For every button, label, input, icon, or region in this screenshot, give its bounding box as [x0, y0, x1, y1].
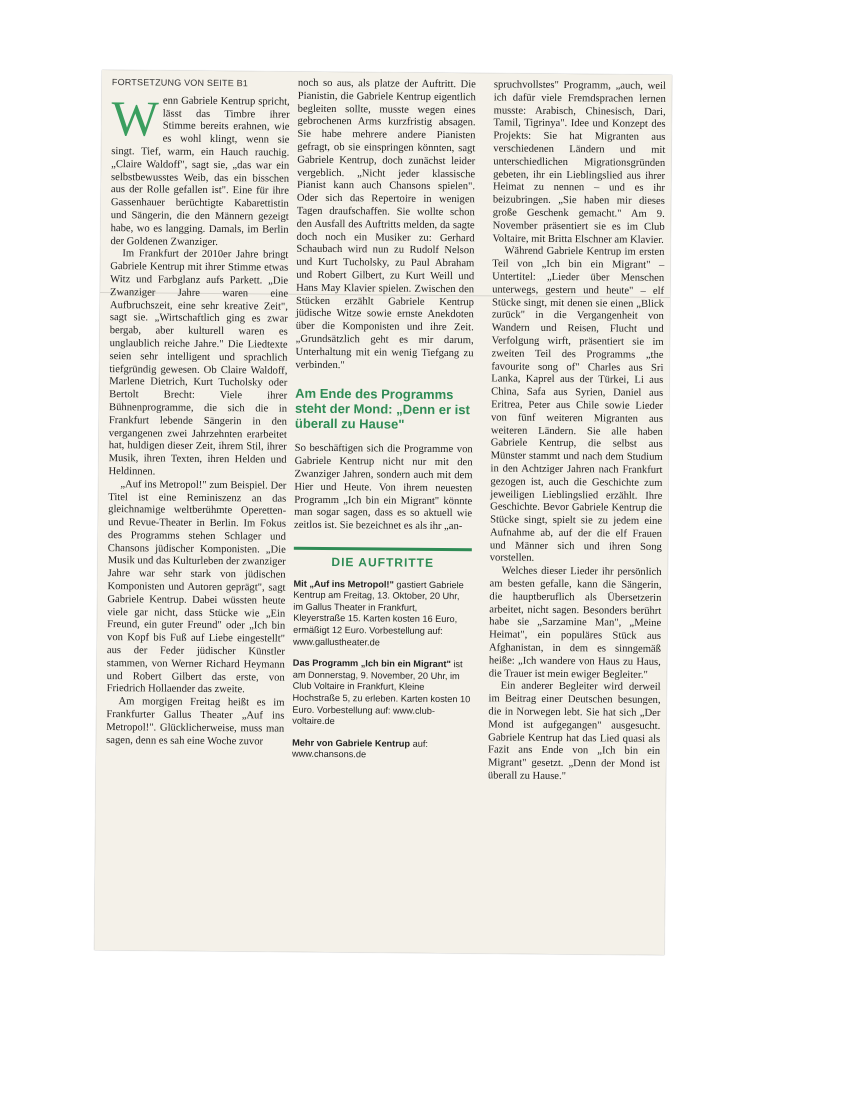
- column-1: [106, 76, 290, 749]
- info-box-item: Mit „Auf ins Metropol!" gastiert Gabriele Kentrup am Freitag, 13. Oktober, 20 Uhr, im Gallus Theater in Frankfurt, Kleyerstraße 15. Karten kosten 16 Euro, ermäßigt 12 Euro. Vorbestellung auf: www.gallustheater.de: [292, 578, 464, 648]
- paragraph: Während Gabriele Kentrup im ersten Teil von „Ich bin ein Migrant" – Untertitel: „Lieder über Menschen unterwegs, gestern und heute" – elf Stücke singt, mit denen sie einen „Blick zurück" in die Vergangenheit von Wandern und Reisen, Flucht und Verfolgung wirft, präsentiert sie im zweiten Teil des Programms „the favourite song of" Charles aus Sri Lanka, Kaprel aus der Türkei, Li aus China, Safa aus Syrien, Daniel aus Eritrea, Peter aus Chile sowie Lieder von fünf weiteren Migranten aus weiteren Ländern. Sie alle haben Gabriele Kentrup, die selbst aus Münster stammt und nach dem Studium in den Achtziger Jahren nach Frankfurt gezogen ist, auch die Geschichte zum jeweiligen Lieblingslied erzählt. Ihre Geschichte. Bevor Gabriele Kentrup die Stücke singt, spielt sie zu jedem eine Aufnahme ab, auf der die elf Frauen und Männer sich und ihren Song vorstellen.: [489, 245, 665, 565]
- column-3: [488, 79, 666, 784]
- paragraph: So beschäftigen sich die Programme von Gabriele Kentrup nicht nur mit den Zwanziger Jahren, sondern auch mit dem Hier und Heute. Von ihrem neuesten Programm „Ich bin ein Migrant" könnte man sogar sagen, dass es so aktuell wie zeitlos ist. Sie bezeichnet es als ihr „an-: [293, 443, 473, 533]
- paragraph: Ein anderer Begleiter wird derweil im Beitrag einer Deutschen besungen, die in Norwegen lebt. Sie hat sich „Der Mond ist aufgegangen" ausgesucht. Gabriele Kentrup hat das Lied quasi als Fazit ans Ende von „Ich bin ein Migrant" gesetzt. „Denn der Mond ist überall zu Hause.": [487, 680, 661, 783]
- paragraph: Wenn Gabriele Kentrup spricht, lässt das Timbre ihrer Stimme bereits erahnen, wie es wohl klingt, wenn sie singt. Tief, warm, ein Hauch rauchig. „Claire Waldoff", sagt sie, „das war ein selbstbewusstes Weib, das ein bisschen aus der Rolle gefallen ist". Eine für ihre Gassenhauer berüchtigte Kabarettistin und Sängerin, die den Männern gezeigt habe, wo es langging. Damals, im Berlin der Goldenen Zwanziger.: [110, 89, 290, 248]
- continuation-kicker: FORTSETZUNG VON SEITE B1: [111, 77, 249, 89]
- drop-cap: W: [111, 89, 160, 147]
- subheading: Am Ende des Programms steht der Mond: „Denn er ist überall zu Hause": [294, 386, 470, 432]
- info-box: [292, 578, 472, 762]
- paragraph: Im Frankfurt der 2010er Jahre bringt Gabriele Kentrup mit ihrer Stimme etwas Witz und Farbglanz aufs Parkett. „Die Zwanziger Jahre waren eine Aufbruchszeit, eine sehr kreative Zeit", sagt sie. „Wirtschaftlich ging es zwar bergab, aber kulturell waren es unglaublich reiche Jahre." Die Liedtexte seien sehr intelligent und sprachlich tiefgründig gewesen. Ob Claire Waldoff, Marlene Dietrich, Kurt Tucholsky oder Bertolt Brecht: Viele ihrer Bühnenprogramme, die sich die in Frankfurt lebende Sängerin in den vergangenen zwei Jahrzehnten erarbeitet hat, huldigen dieser Zeit, ihrem Stil, ihrer Musik, ihren Texten, ihren Helden und Heldinnen.: [108, 248, 289, 478]
- paragraph: Am morgigen Freitag heißt es im Frankfurter Gallus Theater „Auf ins Metropol!". Glücklicherweise, muss man sagen, denn es sah eine Woche zuvor: [106, 696, 285, 748]
- paragraph: „Auf ins Metropol!" zum Beispiel. Der Titel ist eine Reminiszenz an das gleichnamige weltberühmte Operetten- und Revue-Theater in Berlin. Im Fokus des Programms stehen Schlager und Chansons jüdischer Komponisten. „Die Musik und das Kulturleben der zwanziger Jahre war sehr stark von jüdischen Komponisten und Autoren geprägt", sagt Gabriele Kentrup. Dabei wüssten heute viele gar nicht, dass Stücke wie „Ein Freund, ein guter Freund" oder „Ich bin von Kopf bis Fuß auf Liebe eingestellt" aus der Feder jüdischer Künstler stammen, von Werner Richard Heymann und Robert Gilbert das erste, von Friedrich Hollaender das zweite.: [106, 478, 287, 696]
- info-box-heading: DIE AUFTRITTE: [294, 547, 472, 570]
- paragraph: spruchvollstes" Programm, „auch, weil ich dafür viele Fremdsprachen lernen musste: Arabisch, Chinesisch, Dari, Tamil, Tigrinya". Idee und Konzept des Projekts: Sie hat Migranten aus verschiedenen Ländern und mit unterschiedlichen Migrationsgründen gebeten, ihr ein Lieblingslied aus ihrer Heimat zu nennen – und es ihr beizubringen. „Sie haben mir dieses große Geschenk gemacht." Am 9. November präsentiert sie es im Club Voltaire, mit Britta Elschner am Klavier.: [492, 79, 666, 246]
- paragraph: noch so aus, als platze der Auftritt. Die Pianistin, die Gabriele Kentrup eigentlich begleiten sollte, musste wegen eines gebrochenen Arms kurzfristig absagen. Sie habe mehrere andere Pianisten gefragt, ob sie einspringen könnten, sagt Gabriele Kentrup, doch zunächst leider vergeblich. „Nicht jeder klassische Pianist kann auch Chansons spielen". Oder sich das Repertoire in wenigen Tagen draufschaffen. Sie wollte schon den Ausfall des Auftritts melden, da sagte doch noch ein Musiker zu: Gerhard Schaubach wird nun zu Rudolf Nelson und Kurt Tucholsky, zu Paul Abraham und Robert Gilbert, zu Kurt Weill und Hans May Klavier spielen. Zwischen den Stücken erzählt Gabriele Kentrup jüdische Witze sowie ernste Anekdoten über die Komponisten und ihre Zeit. „Grundsätzlich geht es mir darum, Unterhaltung mit ein wenig Tiefgang zu verbinden.": [295, 77, 476, 371]
- paragraph: Welches dieser Lieder ihr persönlich am besten gefalle, kann die Sängerin, die hauptberuflich als Übersetzerin arbeitet, nicht sagen. Besonders berührt habe sie „Sarzamine Man", „Meine Heimat", ein populäres Stück aus Afghanistan, in dem es sinngemäß heiße: „Ich wandere von Haus zu Haus, die Trauer ist mein ewiger Begleiter.": [488, 565, 662, 681]
- newspaper-clipping: [94, 70, 672, 955]
- column-2: [292, 78, 476, 773]
- info-box-item: Mehr von Gabriele Kentrup auf: www.chansons.de: [291, 737, 429, 760]
- info-box-item: Das Programm „Ich bin ein Migrant" ist am Donnerstag, 9. November, 20 Uhr, im Club Voltaire in Frankfurt, Kleine Hochstraße 5, zu erleben. Karten kosten 10 Euro. Vorbestellung auf: www.club-voltaire.de: [292, 657, 471, 727]
